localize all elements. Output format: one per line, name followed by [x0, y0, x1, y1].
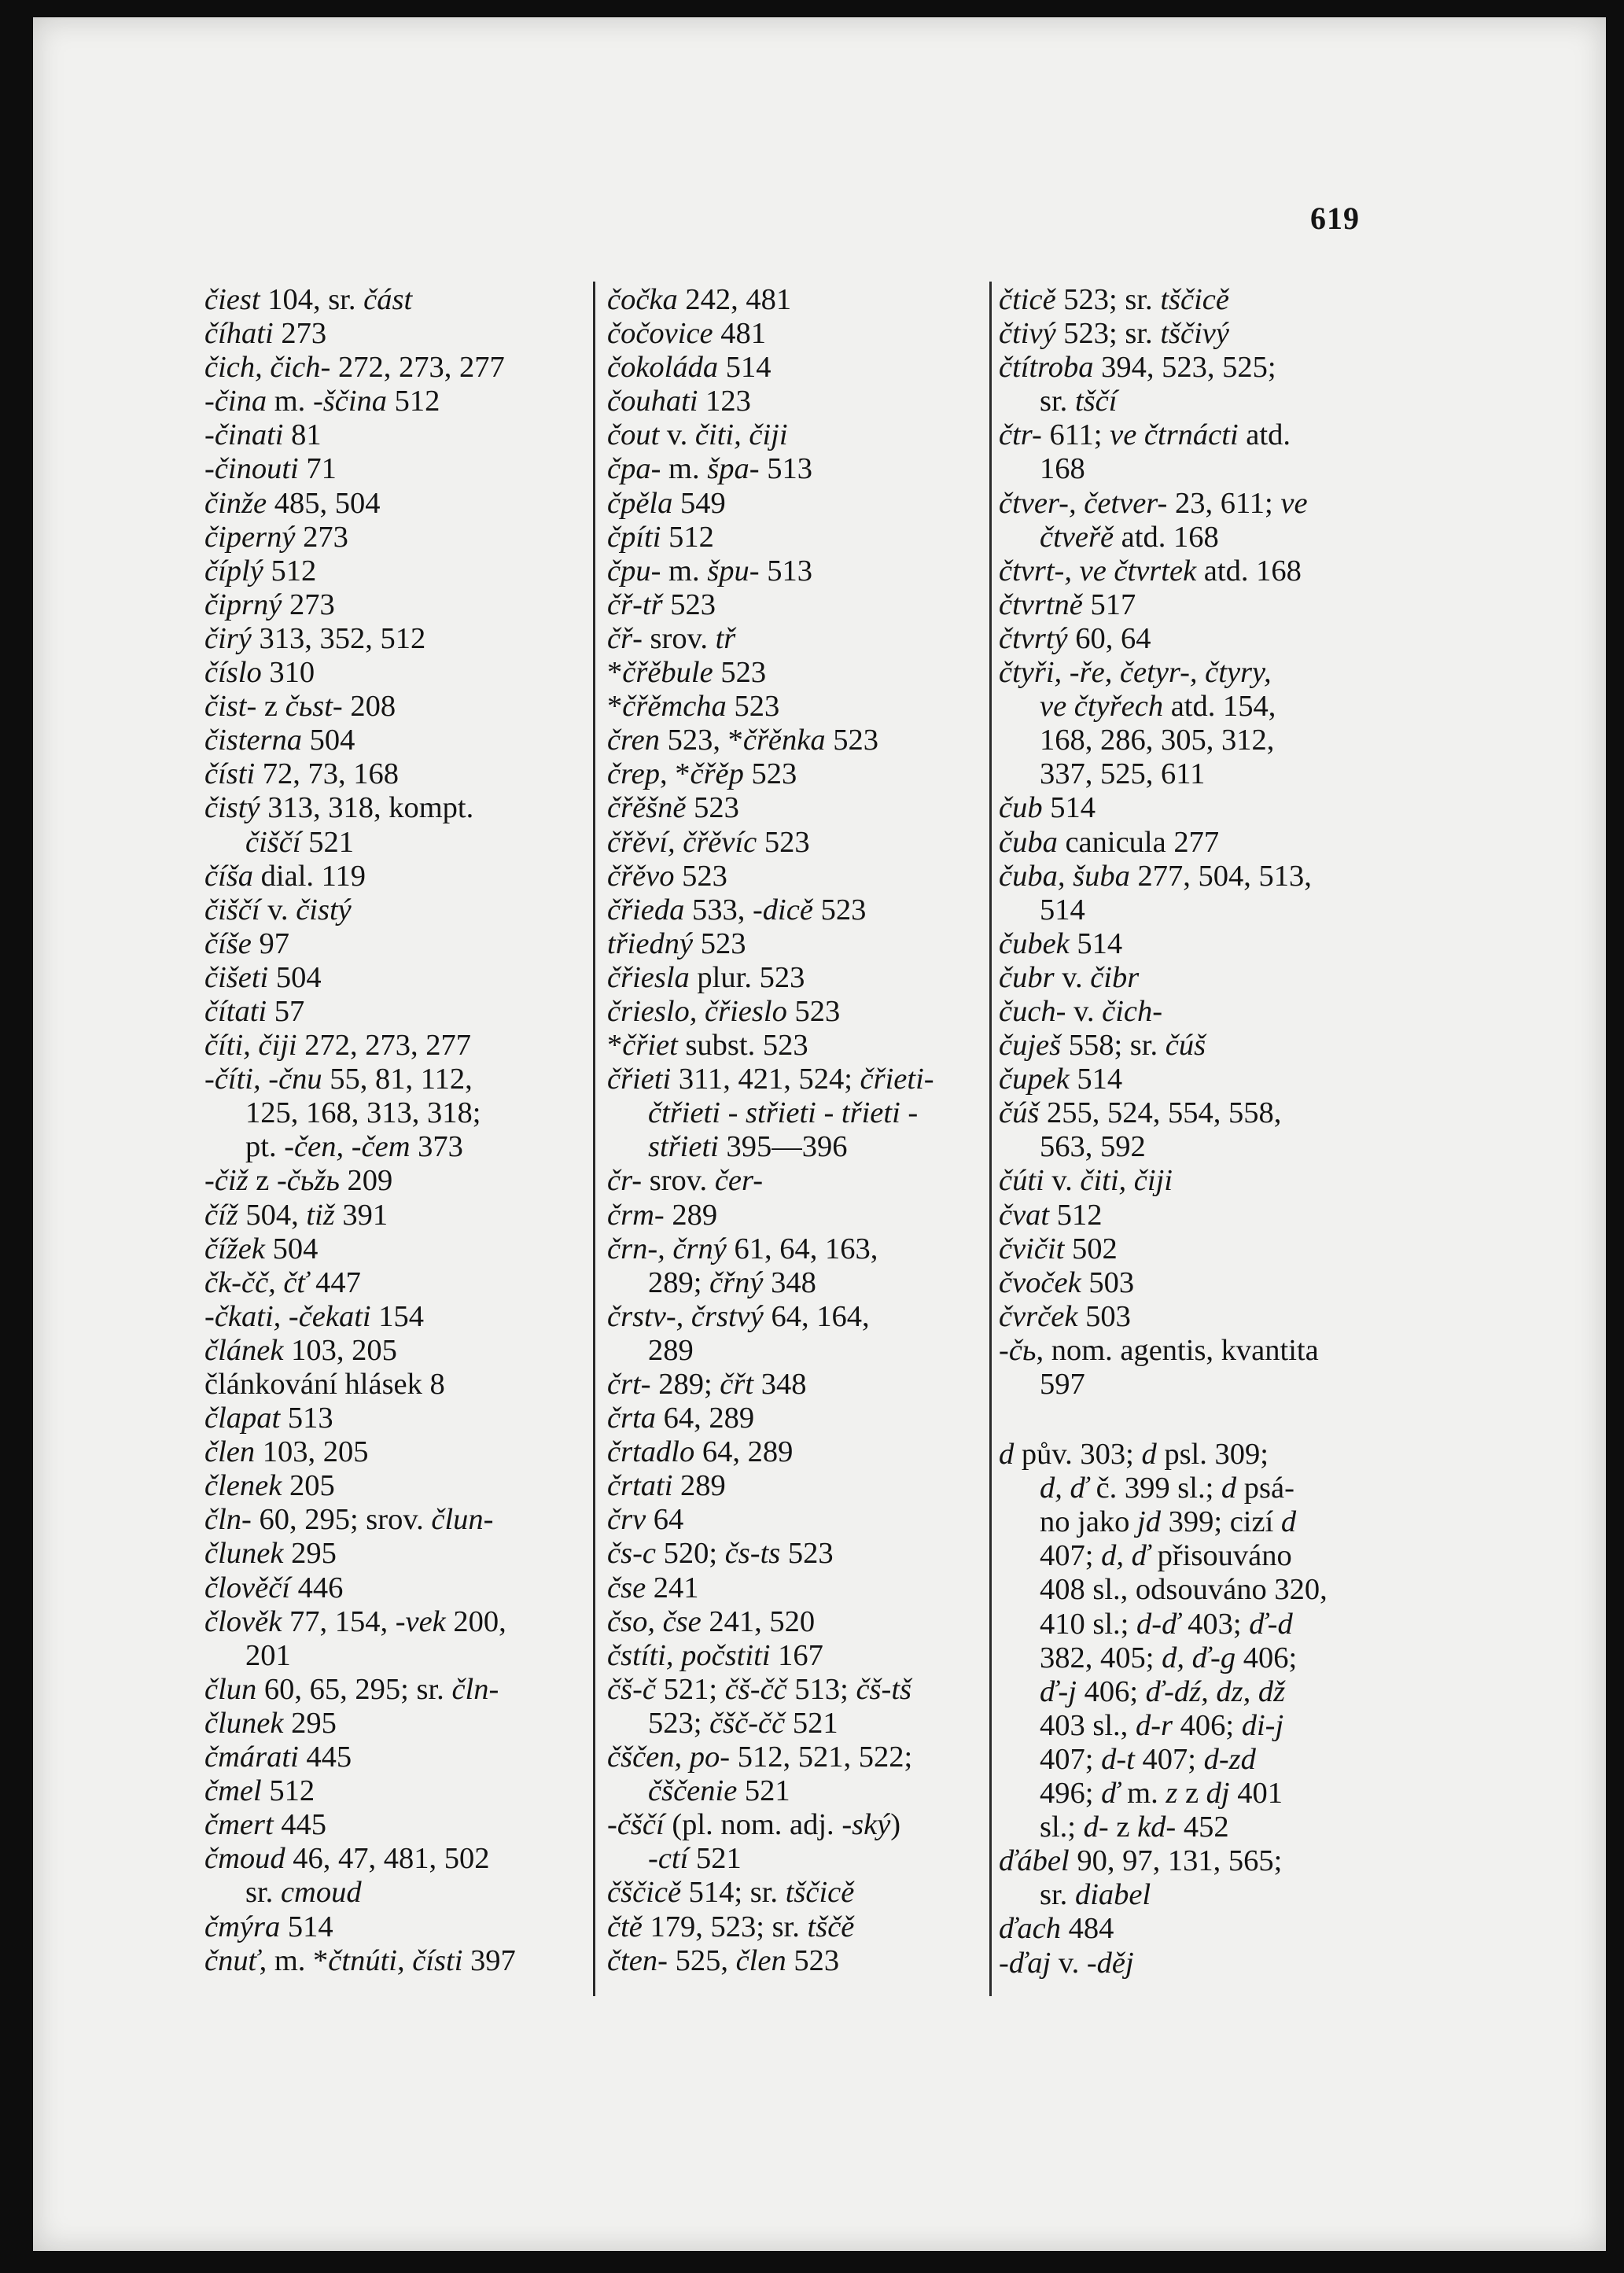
index-entry-line: číhati 273 — [204, 317, 327, 351]
index-entry-continuation: pt. -čen, -čem 373 — [245, 1130, 463, 1164]
index-entry-line: čirý 313, 352, 512 — [204, 621, 426, 655]
index-entry-continuation: ve čtyřech atd. 154, — [1040, 690, 1276, 724]
index-entry-line: -čkati, -čekati 154 — [204, 1299, 424, 1333]
index-entry-continuation: 407; d, ď přisouváno — [1040, 1539, 1292, 1573]
index-entry-line: črt- 289; čřt 348 — [607, 1368, 807, 1401]
index-entry-line: čtivý 523; sr. tščivý — [999, 317, 1229, 351]
index-entry-line: číplý 512 — [204, 554, 317, 588]
index-entry-line: črm- 289 — [607, 1198, 718, 1232]
index-entry-line: čvičit 502 — [999, 1232, 1118, 1265]
index-entry-continuation: sr. cmoud — [245, 1876, 362, 1910]
index-entry-line: *čřěmcha 523 — [607, 690, 780, 724]
index-entry-line: čtítroba 394, 523, 525; — [999, 351, 1276, 385]
index-entry-line: čvrček 503 — [999, 1299, 1131, 1333]
index-entry-line: čočovice 481 — [607, 317, 767, 351]
index-entry-continuation: 289 — [648, 1333, 694, 1367]
index-entry-line: čvoček 503 — [999, 1265, 1135, 1299]
index-entry-line: čtr- 611; ve čtrnácti atd. — [999, 418, 1291, 452]
index-entry-line: čtě 179, 523; sr. tščě — [607, 1910, 855, 1943]
index-entry-line: člapat 513 — [204, 1402, 333, 1435]
index-entry-continuation: sl.; d- z kd- 452 — [1040, 1811, 1229, 1844]
index-entry-line: čuješ 558; sr. čúš — [999, 1029, 1206, 1063]
index-entry-line: črv 64 — [607, 1503, 684, 1537]
index-entry-line: -čščí (pl. nom. adj. -ský) — [607, 1808, 901, 1842]
index-entry-line: čvat 512 — [999, 1198, 1103, 1232]
index-entry-line: *čřěbule 523 — [607, 656, 767, 690]
index-entry-line: -čina m. -ščina 512 — [204, 385, 440, 418]
index-entry-line: čso, čse 241, 520 — [607, 1604, 816, 1638]
index-entry-continuation: no jako jd 399; cizí d — [1040, 1505, 1297, 1539]
index-entry-line: čš-č 521; čš-čč 513; čš-tš — [607, 1672, 912, 1706]
index-entry-line: čist- z čьst- 208 — [204, 690, 396, 724]
index-entry-line: člověk 77, 154, -vek 200, — [204, 1604, 506, 1638]
index-entry-line: d pův. 303; d psl. 309; — [999, 1438, 1269, 1472]
index-entry-line: črta 64, 289 — [607, 1402, 755, 1435]
index-entry-continuation: 168 — [1040, 452, 1085, 486]
index-entry-continuation: 382, 405; d, ď-g 406; — [1040, 1641, 1298, 1674]
index-entry-continuation: 407; d-t 407; d-zd — [1040, 1742, 1256, 1776]
index-entry-line: -čiž z -čьžь 209 — [204, 1164, 393, 1198]
index-entry-line: črtati 289 — [607, 1469, 726, 1503]
index-entry-line: -činati 81 — [204, 418, 322, 452]
index-entry-continuation: čščenie 521 — [648, 1774, 790, 1808]
index-entry-line: čubr v. čibr — [999, 960, 1140, 994]
index-entry-continuation: 201 — [245, 1638, 291, 1672]
index-entry-line: čuba canicula 277 — [999, 825, 1220, 859]
index-entry-continuation: 563, 592 — [1040, 1130, 1146, 1164]
index-entry-line: číslo 310 — [204, 656, 315, 690]
index-entry-line: čřieti 311, 421, 524; čřieti- — [607, 1063, 934, 1096]
index-entry-line: čúš 255, 524, 554, 558, — [999, 1096, 1282, 1130]
index-entry-continuation: sr. diabel — [1040, 1878, 1151, 1912]
page-number: 619 — [1310, 201, 1360, 236]
index-entry-line: čišeti 504 — [204, 960, 322, 994]
index-entry-line: ďach 484 — [999, 1912, 1114, 1946]
index-entry-continuation: 289; čřný 348 — [648, 1265, 816, 1299]
index-entry-line: čse 241 — [607, 1571, 699, 1604]
index-entry-continuation: 496; ď m. z z dj 401 — [1040, 1777, 1283, 1811]
index-entry-line: článek 103, 205 — [204, 1333, 397, 1367]
index-entry-line: čmoud 46, 47, 481, 502 — [204, 1842, 490, 1876]
section-gap — [999, 1402, 1383, 1438]
index-entry-line: číša dial. 119 — [204, 859, 366, 893]
index-entry-line: čk-čč, čť 447 — [204, 1265, 361, 1299]
index-entry-line: črn-, črný 61, 64, 163, — [607, 1232, 878, 1265]
index-entry-line: čtyři, -ře, četyr-, čtyry, — [999, 656, 1272, 690]
index-entry-line: čščicě 514; sr. tščicě — [607, 1876, 855, 1910]
index-entry-line: -čь, nom. agentis, kvantita — [999, 1333, 1319, 1367]
index-entry-line: čř- srov. tř — [607, 621, 736, 655]
index-entry-line: číti, čiji 272, 273, 277 — [204, 1029, 471, 1063]
index-entry-line: člunek 295 — [204, 1706, 337, 1740]
index-entry-line: čtvrt-, ve čtvrtek atd. 168 — [999, 554, 1302, 588]
index-entry-line: čřěšně 523 — [607, 791, 739, 825]
index-entry-line: čiperný 273 — [204, 520, 348, 554]
book-page — [33, 17, 1606, 2251]
index-entry-line: čten- 525, člen 523 — [607, 1943, 840, 1977]
index-entry-line: čpíti 512 — [607, 520, 714, 554]
index-entry-continuation: sr. tščí — [1040, 385, 1118, 418]
index-entry-continuation: čtřieti - střieti - třieti - — [648, 1096, 919, 1130]
index-entry-line: čížek 504 — [204, 1232, 319, 1265]
index-entry-line: čtvrtně 517 — [999, 588, 1136, 621]
index-entry-line: čisterna 504 — [204, 724, 355, 757]
index-entry-continuation: čiščí 521 — [245, 825, 354, 859]
index-entry-line: článkování hlásek 8 — [204, 1368, 445, 1401]
index-entry-line: čokoláda 514 — [607, 351, 771, 385]
index-entry-continuation: d, ď č. 399 sl.; d psá- — [1040, 1472, 1294, 1505]
index-entry-continuation: 125, 168, 313, 318; — [245, 1096, 481, 1130]
index-entry-line: čtvrtý 60, 64 — [999, 621, 1151, 655]
index-entry-continuation: 408 sl., odsouváno 320, — [1040, 1573, 1328, 1607]
index-entry-line: čřiesla plur. 523 — [607, 960, 805, 994]
index-entry-continuation: ď-j 406; ď-dź, dz, dž — [1040, 1674, 1286, 1708]
index-entry-continuation: 168, 286, 305, 312, — [1040, 724, 1275, 757]
index-entry-line: čnuť, m. *čtnúti, čísti 397 — [204, 1943, 516, 1977]
index-entry-continuation: -ctí 521 — [648, 1842, 742, 1876]
index-entry-line: čočka 242, 481 — [607, 283, 792, 316]
index-entry-line: člověčí 446 — [204, 1571, 344, 1604]
index-entry-line: čren 523, *čřěnka 523 — [607, 724, 878, 757]
index-entry-line: črieslo, čřieslo 523 — [607, 994, 841, 1028]
index-entry-line: čúti v. čiti, čiji — [999, 1164, 1173, 1198]
index-entry-line: čln- 60, 295; srov. člun- — [204, 1503, 494, 1537]
index-entry-continuation: 410 sl.; d-ď 403; ď-d — [1040, 1607, 1293, 1641]
index-entry-line: čpu- m. špu- 513 — [607, 554, 812, 588]
index-entry-line: čítati 57 — [204, 994, 305, 1028]
index-entry-line: čtver-, četver- 23, 611; ve — [999, 486, 1308, 520]
index-entry-line: -činouti 71 — [204, 452, 337, 486]
index-entry-line: čísti 72, 73, 168 — [204, 757, 400, 791]
index-entry-continuation: 514 — [1040, 893, 1085, 927]
index-entry-line: čstíti, počstiti 167 — [607, 1638, 823, 1672]
index-column-2 — [607, 283, 991, 1978]
index-entry-line: čpěla 549 — [607, 486, 726, 520]
index-entry-line: čř-tř 523 — [607, 588, 716, 621]
index-column-3 — [999, 283, 1383, 1980]
index-entry-line: črtadlo 64, 289 — [607, 1435, 794, 1469]
index-entry-line: čiest 104, sr. část — [204, 283, 413, 316]
index-entry-line: čmárati 445 — [204, 1741, 352, 1774]
index-entry-line: čub 514 — [999, 791, 1096, 825]
index-entry-line: čubek 514 — [999, 927, 1123, 960]
index-entry-line: -číti, -čnu 55, 81, 112, — [204, 1063, 473, 1096]
index-entry-line: čs-c 520; čs-ts 523 — [607, 1537, 834, 1571]
index-entry-line: členek 205 — [204, 1469, 335, 1503]
index-entry-continuation: 337, 525, 611 — [1040, 757, 1206, 791]
index-entry-line: člunek 295 — [204, 1537, 337, 1571]
index-entry-line: čuch- v. čich- — [999, 994, 1163, 1028]
index-entry-line: čřieda 533, -dicě 523 — [607, 893, 867, 927]
index-entry-line: *čřiet subst. 523 — [607, 1029, 808, 1063]
index-entry-line: ďábel 90, 97, 131, 565; — [999, 1844, 1283, 1878]
index-entry-line: čmýra 514 — [204, 1910, 333, 1943]
index-entry-line: čupek 514 — [999, 1063, 1123, 1096]
index-entry-line: činže 485, 504 — [204, 486, 381, 520]
index-entry-line: čich, čich- 272, 273, 277 — [204, 351, 505, 385]
index-entry-line: číše 97 — [204, 927, 289, 960]
index-entry-line: čiščí v. čistý — [204, 893, 352, 927]
index-entry-line: čticě 523; sr. tščicě — [999, 283, 1229, 316]
index-entry-line: čmert 445 — [204, 1808, 327, 1842]
index-entry-line: čščen, po- 512, 521, 522; — [607, 1741, 913, 1774]
index-entry-continuation: 403 sl., d-r 406; di-j — [1040, 1708, 1284, 1742]
index-entry-line: čuba, šuba 277, 504, 513, — [999, 859, 1312, 893]
index-entry-line: člun 60, 65, 295; sr. čln- — [204, 1672, 499, 1706]
index-entry-line: črstv-, črstvý 64, 164, — [607, 1299, 870, 1333]
index-entry-line: črep, *čřěp 523 — [607, 757, 797, 791]
column-divider-1 — [593, 282, 595, 1996]
index-entry-line: člen 103, 205 — [204, 1435, 369, 1469]
index-entry-continuation: střieti 395—396 — [648, 1130, 848, 1164]
index-entry-line: třiedný 523 — [607, 927, 746, 960]
index-entry-line: čr- srov. čer- — [607, 1164, 764, 1198]
index-entry-continuation: 597 — [1040, 1368, 1085, 1401]
index-entry-line: čřěvo 523 — [607, 859, 727, 893]
index-entry-line: čouhati 123 — [607, 385, 751, 418]
index-entry-line: čmel 512 — [204, 1774, 315, 1808]
index-column-1 — [204, 283, 582, 1978]
index-entry-line: čřěví, čřěvíc 523 — [607, 825, 810, 859]
index-entry-line: číž 504, tiž 391 — [204, 1198, 389, 1232]
index-entry-line: čistý 313, 318, kompt. — [204, 791, 474, 825]
index-entry-continuation: 523; čšč-čč 521 — [648, 1706, 838, 1740]
index-entry-line: čpa- m. špa- 513 — [607, 452, 812, 486]
index-entry-line: -ďaj v. -děj — [999, 1946, 1134, 1980]
index-entry-continuation: čtveřě atd. 168 — [1040, 520, 1219, 554]
index-entry-line: čout v. čiti, čiji — [607, 418, 788, 452]
index-entry-line: čiprný 273 — [204, 588, 335, 621]
